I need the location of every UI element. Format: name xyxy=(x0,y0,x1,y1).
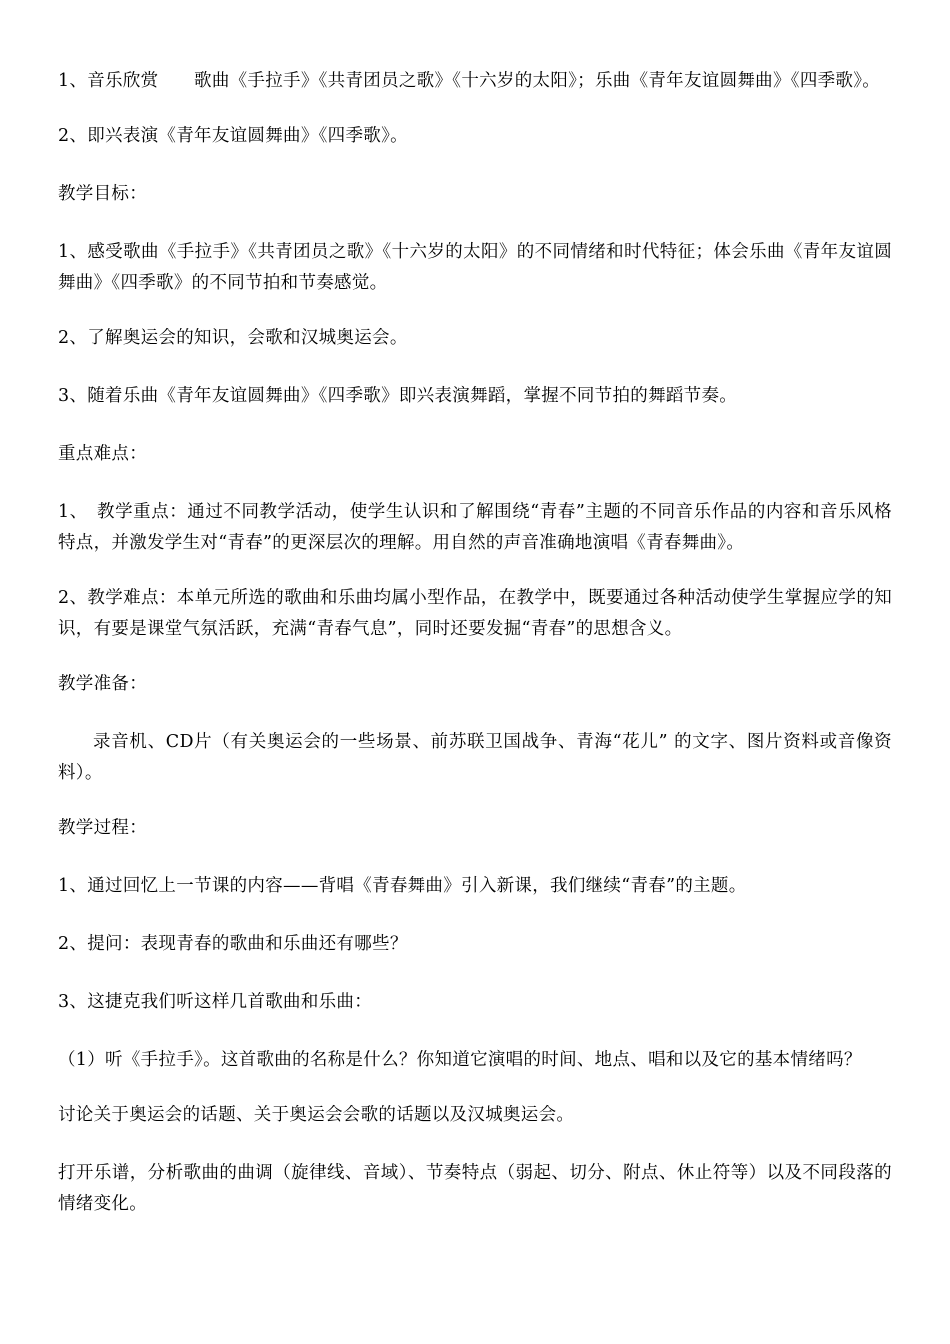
paragraph-improvisation: 2、即兴表演《青年友谊圆舞曲》《四季歌》。 xyxy=(58,126,408,146)
paragraph-process-1: 1、通过回忆上一节课的内容——背唱《青春舞曲》引入新课，我们继续“青春”的主题。 xyxy=(58,876,747,896)
paragraph-score-analysis: 打开乐谱，分析歌曲的曲调（旋律线、音域）、节奏特点（弱起、切分、附点、休止符等）以及不同段落的情绪变化。 xyxy=(58,1163,892,1214)
paragraph-process-3: 3、这捷克我们听这样几首歌曲和乐曲： xyxy=(58,992,373,1012)
paragraph-goal-3: 3、随着乐曲《青年友谊圆舞曲》《四季歌》即兴表演舞蹈，掌握不同节拍的舞蹈节奏。 xyxy=(58,386,738,406)
heading-key-points: 重点难点： xyxy=(58,444,147,464)
paragraph-materials: 录音机、CD片（有关奥运会的一些场景、前苏联卫国战争、青海“花儿” 的文字、图片资料或音像资料）。 xyxy=(58,732,892,783)
heading-teaching-goals: 教学目标： xyxy=(58,184,147,204)
heading-preparation: 教学准备： xyxy=(58,674,147,694)
paragraph-listen-song: （1）听《手拉手》。这首歌曲的名称是什么？你知道它演唱的时间、地点、唱和以及它的基本情绪吗？ xyxy=(58,1050,862,1070)
paragraph-goal-2: 2、了解奥运会的知识，会歌和汉城奥运会。 xyxy=(58,328,408,348)
paragraph-discussion: 讨论关于奥运会的话题、关于奥运会会歌的话题以及汉城奥运会。 xyxy=(58,1105,575,1125)
paragraph-process-2: 2、提问：表现青春的歌曲和乐曲还有哪些？ xyxy=(58,934,408,954)
paragraph-difficulty: 2、教学难点：本单元所选的歌曲和乐曲均属小型作品，在教学中，既要通过各种活动使学生掌握应学的知识，有要是课堂气氛活跃，充满“青春气息”，同时还要发掘“青春”的思想含义。 xyxy=(58,588,892,639)
paragraph-appreciation: 1、音乐欣赏 歌曲《手拉手》《共青团员之歌》《十六岁的太阳》；乐曲《青年友谊圆舞曲》《四季歌》。 xyxy=(58,71,881,91)
heading-teaching-process: 教学过程： xyxy=(58,818,147,838)
paragraph-key-point: 1、 教学重点：通过不同教学活动，使学生认识和了解围绕“青春”主题的不同音乐作品的内容和音乐风格特点，并激发学生对“青春”的更深层次的理解。用自然的声音准确地演唱《青春舞曲》。 xyxy=(58,502,892,553)
document-page xyxy=(58,66,892,1220)
paragraph-goal-1: 1、感受歌曲《手拉手》《共青团员之歌》《十六岁的太阳》的不同情绪和时代特征；体会乐曲《青年友谊圆舞曲》《四季歌》的不同节拍和节奏感觉。 xyxy=(58,242,892,293)
